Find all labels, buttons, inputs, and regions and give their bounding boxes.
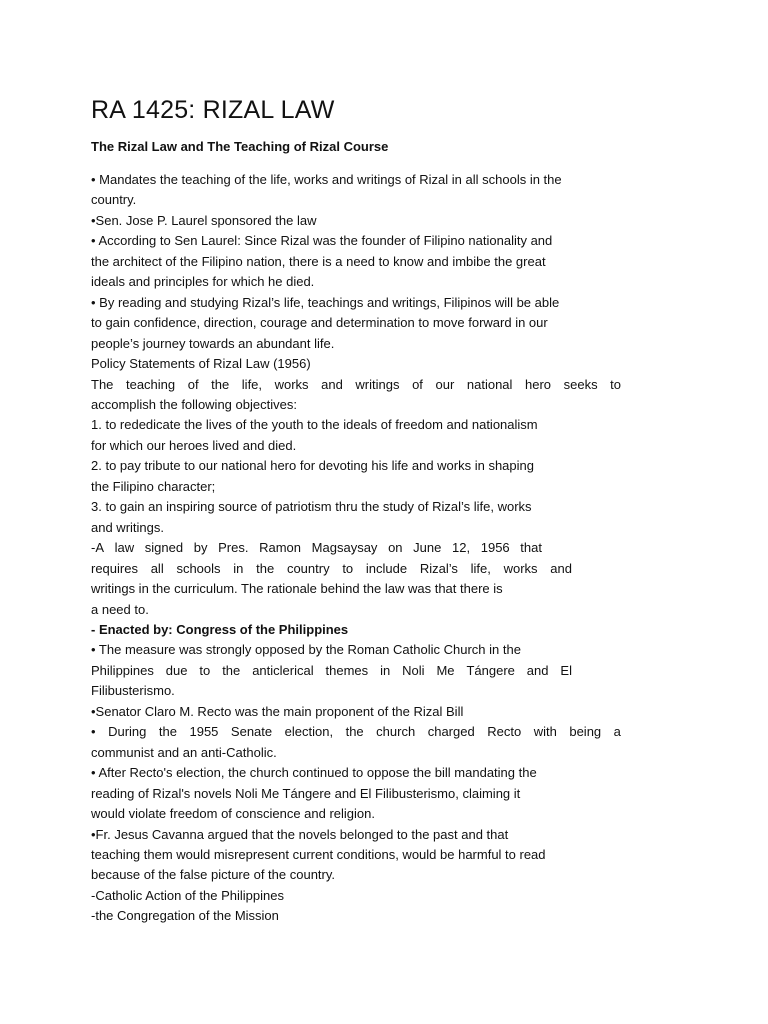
text-line: a need to.: [91, 601, 149, 617]
text-line: Philippines due to the anticlerical themes in Noli Me Tángere and El: [91, 662, 572, 678]
text-line: Policy Statements of Rizal Law (1956): [91, 356, 311, 372]
text-line: accomplish the following objectives:: [91, 396, 297, 412]
text-line: would violate freedom of conscience and religion.: [91, 806, 376, 822]
text-line: because of the false picture of the country.: [91, 867, 336, 883]
text-line: • Mandates the teaching of the life, works and writings of Rizal in all schools in the: [91, 172, 562, 187]
text-line: to gain confidence, direction, courage and determination to move forward in our: [91, 315, 548, 331]
text-line: writings in the curriculum. The rationale behind the law was that there is: [91, 581, 503, 597]
text-line: • By reading and studying Rizal’s life, teachings and writings, Filipinos will be able: [91, 294, 560, 310]
text-line: •Sen. Jose P. Laurel sponsored the law: [91, 212, 317, 228]
text-line: country.: [91, 192, 137, 208]
text-line: reading of Rizal's novels Noli Me Tángere and El Filibusterismo, claiming it: [91, 785, 521, 801]
document-page: [91, 94, 621, 927]
text-line: • After Recto's election, the church continued to oppose the bill mandating the: [91, 765, 537, 781]
text-line: 3. to gain an inspiring source of patriotism thru the study of Rizal’s life, works: [91, 499, 532, 515]
document-body: [91, 170, 621, 927]
text-line: 2. to pay tribute to our national hero for devoting his life and works in shaping: [91, 458, 534, 474]
text-line: the Filipino character;: [91, 478, 216, 494]
text-line: The teaching of the life, works and writings of our national hero seeks to: [91, 376, 621, 392]
text-line: and writings.: [91, 519, 164, 535]
document-subtitle: The Rizal Law and The Teaching of Rizal Course: [91, 139, 389, 154]
text-line: 1. to rededicate the lives of the youth to the ideals of freedom and nationalism: [91, 417, 538, 433]
text-line: ideals and principles for which he died.: [91, 274, 315, 290]
text-line: • According to Sen Laurel: Since Rizal was the founder of Filipino nationality and: [91, 233, 553, 249]
text-line: the architect of the Filipino nation, there is a need to know and imbibe the great: [91, 253, 546, 269]
text-line: Filibusterismo.: [91, 683, 175, 699]
text-line: communist and an anti-Catholic.: [91, 744, 277, 760]
text-line: -A law signed by Pres. Ramon Magsaysay on June 12, 1956 that: [91, 540, 542, 556]
text-line: •Senator Claro M. Recto was the main proponent of the Rizal Bill: [91, 703, 464, 719]
text-line: • The measure was strongly opposed by the Roman Catholic Church in the: [91, 642, 521, 658]
text-line: • During the 1955 Senate election, the church charged Recto with being a: [91, 724, 621, 740]
text-line: •Fr. Jesus Cavanna argued that the novels belonged to the past and that: [91, 826, 509, 842]
text-line: for which our heroes lived and died.: [91, 437, 297, 453]
text-line: - Enacted by: Congress of the Philippines: [91, 621, 349, 637]
text-line: -Catholic Action of the Philippines: [91, 887, 284, 903]
text-line: -the Congregation of the Mission: [91, 908, 279, 924]
document-title: RA 1425: RIZAL LAW: [91, 96, 335, 124]
text-line: teaching them would misrepresent current conditions, would be harmful to read: [91, 846, 546, 862]
text-line: people’s journey towards an abundant life.: [91, 335, 335, 351]
text-line: requires all schools in the country to include Rizal’s life, works and: [91, 560, 572, 576]
